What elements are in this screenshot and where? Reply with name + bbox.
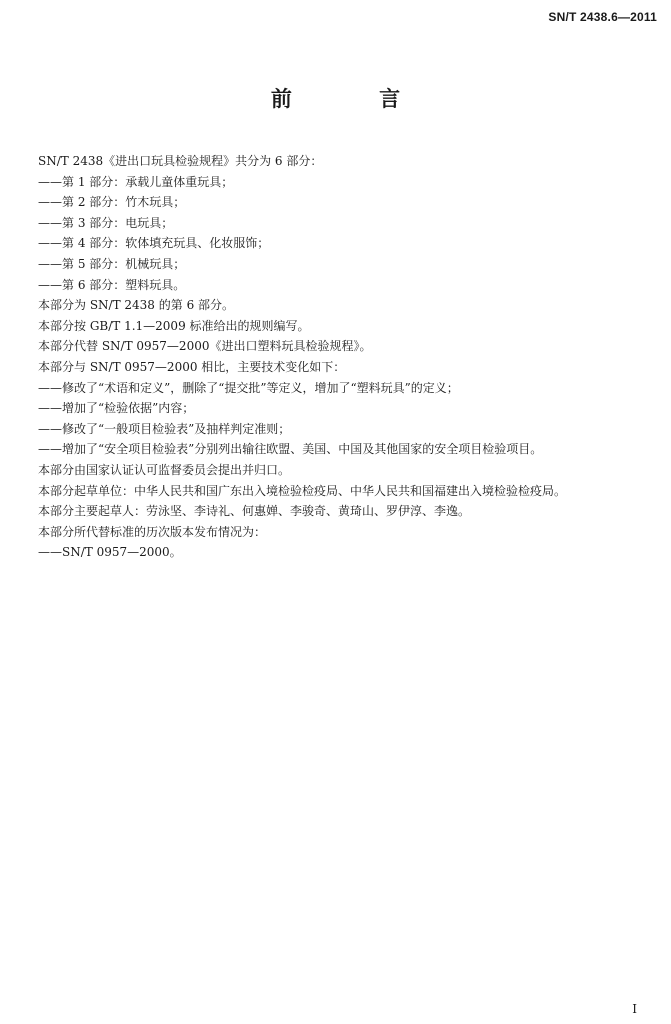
list-item-part-3: ——第 3 部分：电玩具； (38, 215, 174, 230)
document-body (14, 151, 659, 563)
paragraph-replaces: 本部分代替 SN/T 0957—2000《进出口塑料玩具检验规程》。 (38, 339, 372, 354)
page-title: 前 言 (270, 87, 441, 111)
list-item-change-3: ——修改了“一般项目检验表”及抽样判定准则； (38, 421, 291, 436)
paragraph-proposed-by: 本部分由国家认证认可监督委员会提出并归口。 (38, 462, 291, 477)
paragraph-intro: SN/T 2438《进出口玩具检验规程》共分为 6 部分： (38, 154, 323, 168)
paragraph-drafting-units: 本部分起草单位：中华人民共和国广东出入境检验检疫局、中华人民共和国福建出入境检验检疫局。 (38, 483, 567, 498)
paragraph-drafters: 本部分主要起草人：劳泳坚、李诗礼、何惠婵、李骏奇、黄琦山、罗伊淳、李逸。 (38, 504, 471, 519)
list-item-part-2: ——第 2 部分：竹木玩具； (38, 195, 186, 210)
list-item-part-1: ——第 1 部分：承载儿童体重玩具； (38, 174, 234, 189)
paragraph-history-intro: 本部分所代替标准的历次版本发布情况为： (38, 524, 267, 539)
page-number: I (632, 1002, 637, 1016)
list-item-part-6: ——第 6 部分：塑料玩具。 (38, 277, 186, 292)
paragraph-drafting-rules: 本部分按 GB/T 1.1—2009 标准给出的规则编写。 (38, 318, 310, 333)
list-item-change-2: ——增加了“检验依据”内容； (38, 401, 195, 416)
list-item-change-4: ——增加了“安全项目检验表”分别列出输往欧盟、美国、中国及其他国家的安全项目检验项目。 (38, 442, 543, 457)
standard-code: SN/T 2438.6—2011 (548, 10, 657, 24)
list-item-part-4: ——第 4 部分：软体填充玩具、化妆服饰； (38, 236, 270, 251)
list-item-history-1: ——SN/T 0957—2000。 (38, 545, 182, 560)
paragraph-changes-intro: 本部分与 SN/T 0957—2000 相比，主要技术变化如下： (38, 359, 346, 374)
list-item-change-1: ——修改了“术语和定义”，删除了“提交批”等定义，增加了“塑料玩具”的定义； (38, 380, 459, 395)
list-item-part-5: ——第 5 部分：机械玩具； (38, 256, 186, 271)
paragraph-part-statement: 本部分为 SN/T 2438 的第 6 部分。 (38, 298, 235, 313)
